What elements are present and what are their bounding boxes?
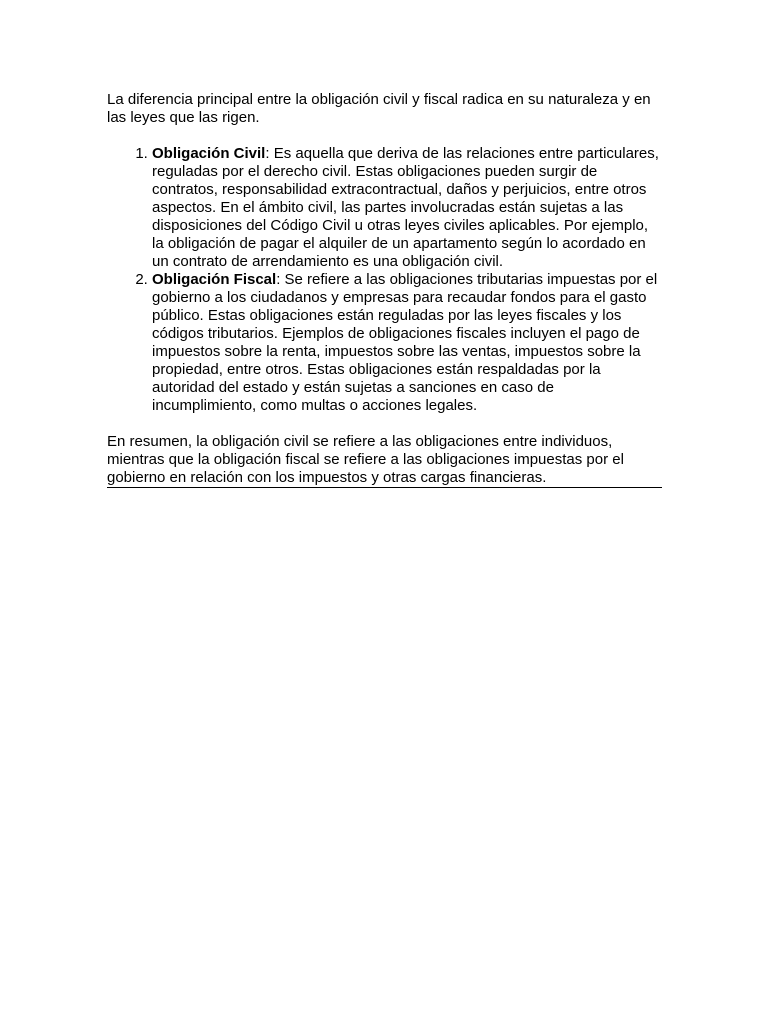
summary-paragraph: En resumen, la obligación civil se refiere a las obligaciones entre individuos, mientras que la obligación fiscal se refiere a las obligaciones impuestas por el gobierno en relación con los impuestos y otras cargas financieras.: [107, 433, 662, 488]
list-item-fiscal: [152, 271, 662, 415]
term-fiscal: Obligación Fiscal: [152, 271, 277, 288]
document-page: [107, 91, 662, 488]
obligation-list: [107, 145, 662, 415]
list-item-civil: [152, 145, 662, 271]
intro-paragraph: La diferencia principal entre la obligación civil y fiscal radica en su naturaleza y en las leyes que las rigen.: [107, 91, 651, 126]
term-civil: Obligación Civil: [152, 145, 266, 162]
description-fiscal: : Se refiere a las obligaciones tributarias impuestas por el gobierno a los ciudadanos y empresas para recaudar fondos para el gasto público. Estas obligaciones están reguladas por las leyes fiscales y los códigos tributarios. Ejemplos de obligaciones fiscales incluyen el pago de impuestos sobre la renta, impuestos sobre las ventas, impuestos sobre la propiedad, entre otros. Estas obligaciones están respaldadas por la autoridad del estado y están sujetas a sanciones en caso de incumplimiento, como multas o acciones legales.: [152, 271, 658, 414]
description-civil: : Es aquella que deriva de las relaciones entre particulares, reguladas por el derecho civil. Estas obligaciones pueden surgir de contratos, responsabilidad extracontractual, daños y perjuicios, entre otros aspectos. En el ámbito civil, las partes involucradas están sujetas a las disposiciones del Código Civil u otras leyes civiles aplicables. Por ejemplo, la obligación de pagar el alquiler de un apartamento según lo acordado en un contrato de arrendamiento es una obligación civil.: [152, 145, 659, 270]
